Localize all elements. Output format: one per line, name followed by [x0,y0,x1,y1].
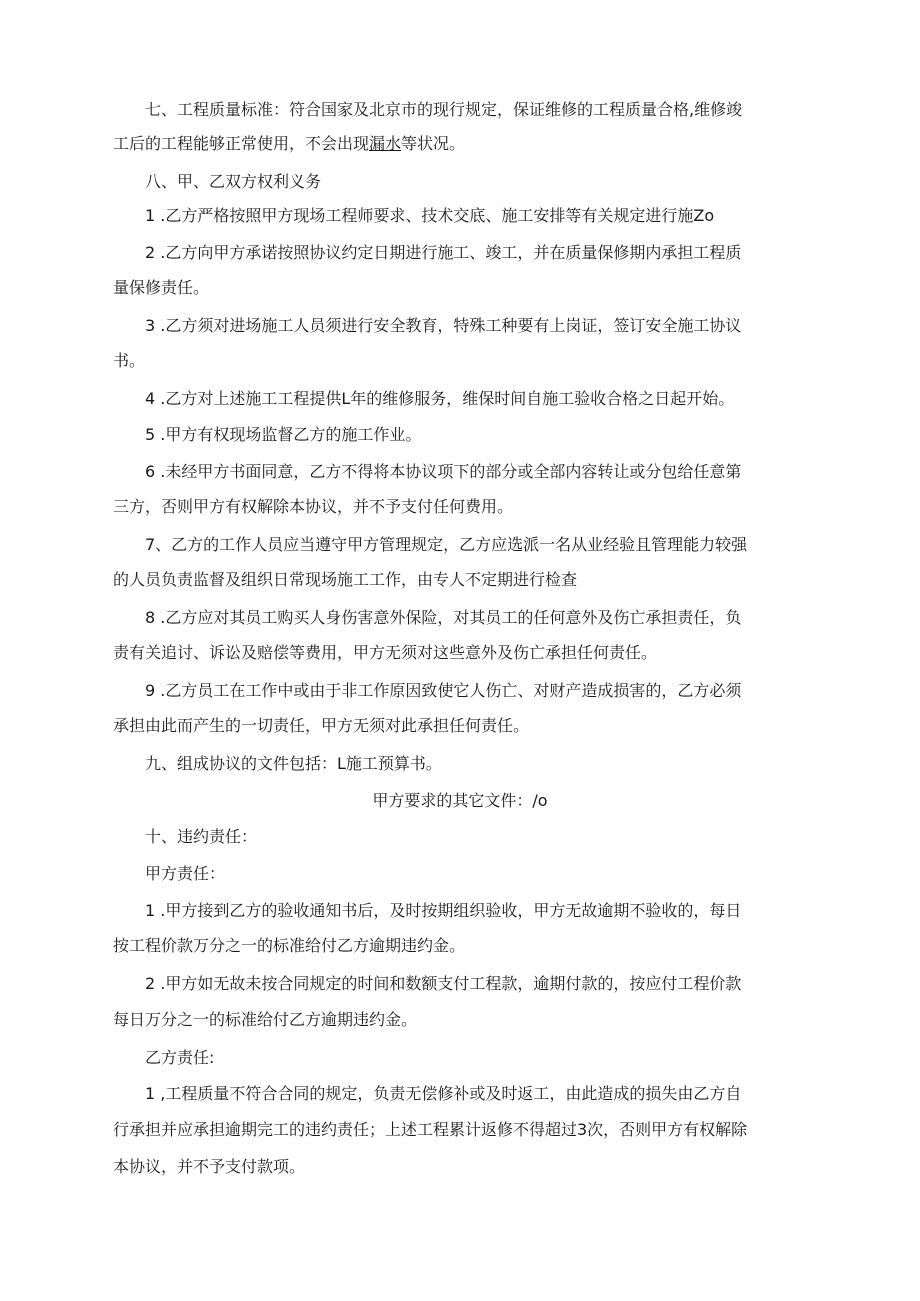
s9-line-1: 九、组成协议的文件包括：L施工预算书。 [145,754,442,773]
s8-item-5: 5 .甲方有权现场监督乙方的施工作业。 [145,425,422,444]
s8-item-9-line-2: 承担由此而产生的一切责任，甲方无须对此承担任何责任。 [113,716,530,735]
party-b-item-1-line-2: 行承担并应承担逾期完工的违约责任；上述工程累计返修不得超过3次，否则甲方有权解除 [113,1120,748,1139]
party-b-title: 乙方责任: [145,1048,215,1067]
s8-item-1: 1 .乙方严格按照甲方现场工程师要求、技术交底、施工安排等有关规定进行施Zo [145,206,715,225]
s9-line-2: 甲方要求的其它文件：/o [372,791,548,810]
s10-title: 十、违约责任： [145,827,258,846]
party-a-title: 甲方责任： [145,864,226,883]
s8-item-9-line-1: 9 .乙方员工在工作中或由于非工作原因致使它人伤亡、对财产造成损害的，乙方必须 [145,681,742,700]
s7-line-2-text: 工后的工程能够正常使用，不会出现 [113,134,370,153]
s8-item-6-line-2: 三方，否则甲方有权解除本协议，并不予支付任何费用。 [113,497,514,516]
s8-item-7-line-1: 7、乙方的工作人员应当遵守甲方管理规定，乙方应选派一名从业经验且管理能力较强 [145,535,748,554]
party-a-item-2-line-2: 每日万分之一的标准给付乙方逾期违约金。 [113,1010,418,1029]
underlined-term: 漏水 [369,134,402,153]
s8-item-3-line-2: 书。 [113,351,146,370]
s7-line-1: 七、工程质量标准：符合国家及北京市的现行规定，保证维修的工程质量合格,维修竣 [145,100,743,119]
s8-item-6-line-1: 6 .未经甲方书面同意，乙方不得将本协议项下的部分或全部内容转让或分包给任意第 [145,462,742,481]
party-b-item-1-line-3: 本协议，并不予支付款项。 [113,1157,306,1176]
party-a-item-1-line-1: 1 .甲方接到乙方的验收通知书后，及时按期组织验收，甲方无故逾期不验收的，每日 [145,901,742,920]
s8-item-3-line-1: 3 .乙方须对进场施工人员须进行安全教育，特殊工种要有上岗证，签订安全施工协议 [145,316,742,335]
s8-item-8-line-1: 8 .乙方应对其员工购买人身伤害意外保险，对其员工的任何意外及伤亡承担责任，负 [145,608,742,627]
s8-item-4: 4 .乙方对上述施工工程提供L年的维修服务，维保时间自施工验收合格之日起开始。 [145,389,735,408]
s8-item-8-line-2: 责有关追讨、诉讼及赔偿等费用，甲方无须对这些意外及伤亡承担任何责任。 [113,643,658,662]
party-a-item-2-line-1: 2 .甲方如无故未按合同规定的时间和数额支付工程款，逾期付款的，按应付工程价款 [145,974,742,993]
s7-line-2 [113,132,465,156]
s7-line-2-end: 等状况。 [401,134,466,153]
s8-item-2-line-1: 2 .乙方向甲方承诺按照协议约定日期进行施工、竣工，并在质量保修期内承担工程质 [145,243,742,262]
s8-item-7-line-2: 的人员负责监督及组织日常现场施工工作，由专人不定期进行检查 [113,570,578,589]
party-b-item-1-line-1: 1 ,工程质量不符合合同的规定，负责无偿修补或及时返工，由此造成的损失由乙方自 [145,1084,742,1103]
s8-item-2-line-2: 量保修责任。 [113,278,210,297]
s8-title: 八、甲、乙双方权利义务 [145,172,322,191]
party-a-item-1-line-2: 按工程价款万分之一的标准给付乙方逾期违约金。 [113,936,466,955]
